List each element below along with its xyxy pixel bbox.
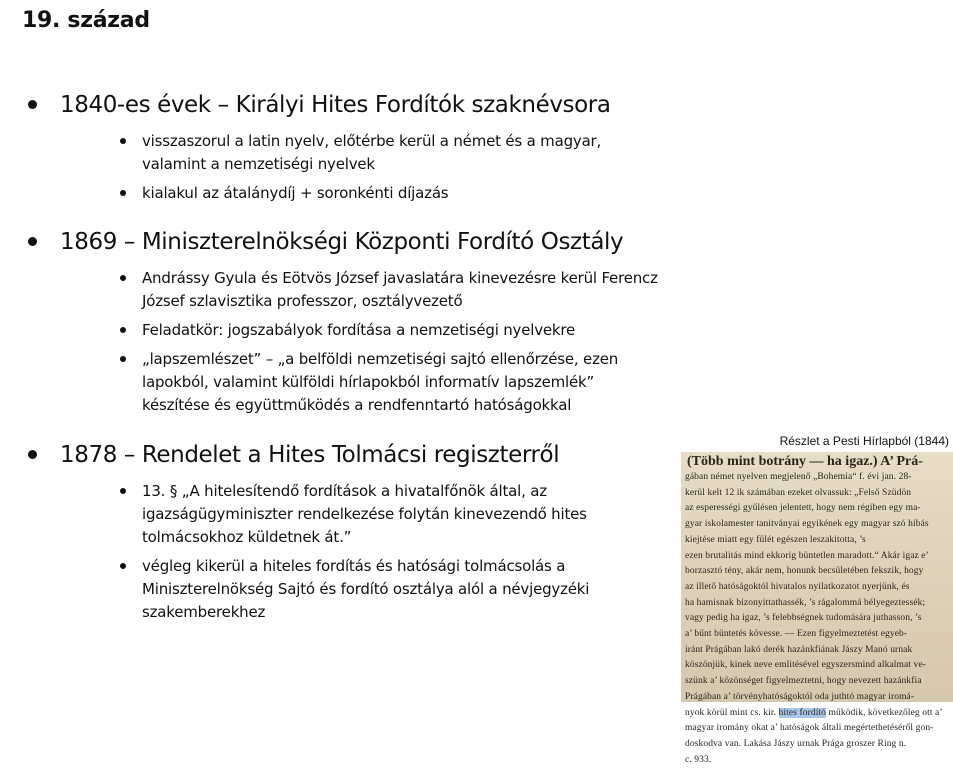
clipping-line: az esperességi gyűlésen jelentett, hogy nem régiben egy ma- xyxy=(685,503,921,514)
page-title: 19. század xyxy=(22,8,150,33)
clipping-line: nyok körül mint cs. kir. hites fordító működik, következőleg ott a’ xyxy=(685,707,943,718)
clipping-line: ezen brutalitás mind ekkorig büntetlen maradott.“ Akár igaz e’ xyxy=(685,550,929,561)
newspaper-clipping xyxy=(681,452,953,765)
list-item xyxy=(142,555,662,624)
bullet-icon xyxy=(28,237,37,246)
clipping-line: szünk a’ közönséget figyelmeztetni, hogy nevezett hazánkfia xyxy=(685,676,922,687)
item-line: „lapszemlészet” – „a belföldi nemzetiségi sajtó ellenőrzése, ezen xyxy=(142,350,619,368)
list-item xyxy=(142,130,762,176)
item-line: Andrássy Gyula és Eötvös József javaslatára kinevezésre kerül Ferencz xyxy=(142,269,658,287)
item-line: Feladatkör: jogszabályok fordítása a nemzetiségi nyelvekre xyxy=(142,321,576,339)
item-line: 13. § „A hitelesítendő fordítások a hivatalfőnök által, az xyxy=(142,482,547,500)
list-item xyxy=(142,182,762,205)
image-caption: Részlet a Pesti Hírlapból (1844) xyxy=(779,434,949,448)
clipping-line: gyar iskolamester tanitványai egyikének egy magyar szó hibás xyxy=(685,519,929,530)
bullet-icon xyxy=(120,138,126,144)
heading-text: 1869 – Miniszterelnökségi Központi Fordító Osztály xyxy=(60,229,624,255)
section-heading xyxy=(22,90,762,120)
item-line: lapokból, valamint külföldi hírlapokból informatív lapszemlék” xyxy=(142,373,595,391)
clipping-headline: (Több mint botrány — ha igaz.) A’ Prá- xyxy=(687,454,923,469)
bullet-icon xyxy=(120,488,126,494)
heading-text: 1878 – Rendelet a Hites Tolmácsi regiszterről xyxy=(60,442,560,468)
item-line: kialakul az átalánydíj + soronkénti díjazás xyxy=(142,184,449,202)
list-item xyxy=(142,348,762,417)
item-line: Miniszterelnökség Sajtó és fordító osztálya alól a névjegyzéki xyxy=(142,580,590,598)
bullet-icon xyxy=(120,190,126,196)
clipping-line: a’ bűnt büntetés kövesse. — Ezen figyelmeztetést egyeb- xyxy=(685,629,908,640)
section-1869 xyxy=(22,227,762,417)
bullet-icon xyxy=(120,327,126,333)
item-line: József szlavisztika professzor, osztályvezető xyxy=(142,292,463,310)
clipping-line: c. 933. xyxy=(685,754,712,765)
clipping-line: vagy pedig ha igaz, ’s felebbségnek tudomására juthasson, ’s xyxy=(685,613,922,624)
bullet-icon xyxy=(120,356,126,362)
item-line: tolmácsokhoz küldetnek át.” xyxy=(142,528,352,546)
clipping-line: Prágában a’ törvényhatóságoktól oda juthtó magyar iromá- xyxy=(685,691,915,702)
item-line: igazságügyminiszter rendelkezése folytán kinevezendő hites xyxy=(142,505,587,523)
item-line: szakemberekhez xyxy=(142,603,266,621)
bullet-icon xyxy=(120,563,126,569)
clipping-line: borzasztó tény, akár nem, honunk becsületében fekszik, hogy xyxy=(685,566,924,577)
clipping-line: kerül kelt 12 ik számában ezeket olvassuk: „Felső Szüdön xyxy=(685,487,912,498)
highlighted-term: hites fordító xyxy=(778,707,827,718)
clipping-line: iránt Prágában lakó derék hazánkfiának Jászy Manó urnak xyxy=(685,644,913,655)
item-line: készítése és együttműködés a rendfenntartó hatóságokkal xyxy=(142,396,572,414)
list-item xyxy=(142,319,762,342)
clipping-line: doskodva van. Lakása Jászy urnak Prága groszer Ring n. xyxy=(685,738,907,749)
item-line: visszaszorul a latin nyelv, előtérbe kerül a német és a magyar, xyxy=(142,132,602,150)
clipping-line: köszönjük, kinek neve emlitésével egyszersmind alkalmat ve- xyxy=(685,660,926,671)
clipping-line: gában német nyelven megjelenő „Bohemia“ f. évi jan. 28- xyxy=(685,472,912,482)
bullet-icon xyxy=(120,275,126,281)
clipping-line: ha hamisnak bizonyittathassék, ’s rágalommá bélyegeztessék; xyxy=(685,597,926,608)
heading-text: 1840-es évek – Királyi Hites Fordítók szaknévsora xyxy=(60,92,611,118)
clipping-line: kiejtése miatt egy fülét egészen leszakitotta, ’s xyxy=(685,534,866,545)
clipping-body xyxy=(681,470,953,768)
bullet-icon xyxy=(28,100,37,109)
clipping-line: magyar iromány okat a’ hatóságok általi megértethetéséről gon- xyxy=(685,723,934,734)
section-heading xyxy=(22,440,662,470)
list-item xyxy=(142,480,662,549)
item-line: végleg kikerül a hiteles fordítás és hatósági tolmácsolás a xyxy=(142,557,566,575)
list-item xyxy=(142,267,762,313)
clipping-line: az illető hatóságoktól hivatalos nyilatkozatot nyerjünk, és xyxy=(685,581,910,592)
section-1878 xyxy=(22,440,662,624)
item-line: valamint a nemzetiségi nyelvek xyxy=(142,155,375,173)
bullet-icon xyxy=(28,450,37,459)
section-heading xyxy=(22,227,762,257)
section-1840 xyxy=(22,90,762,205)
